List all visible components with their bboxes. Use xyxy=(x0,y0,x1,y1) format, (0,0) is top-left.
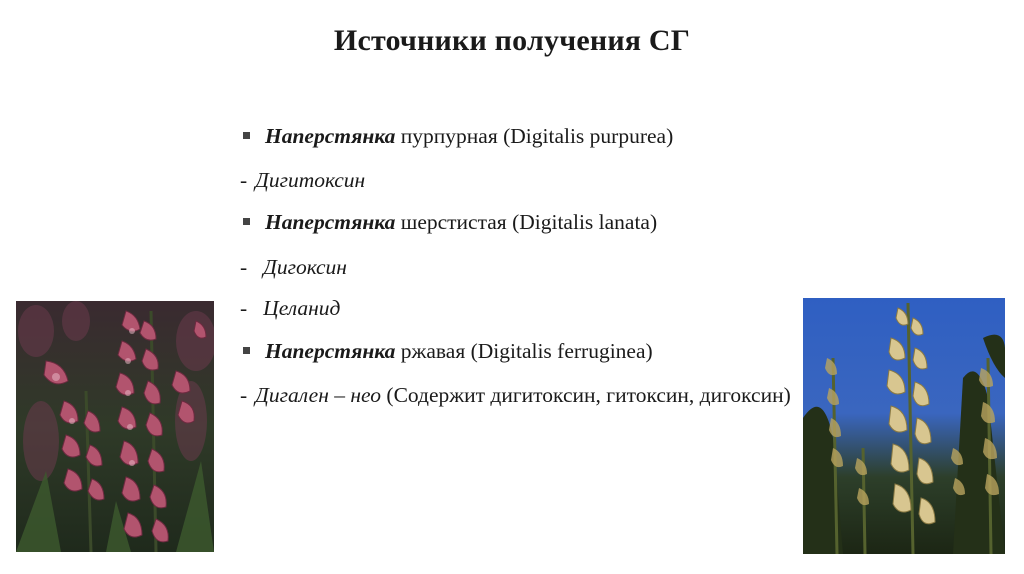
plant-name: Наперстянка xyxy=(265,339,396,363)
dash-marker: - xyxy=(240,168,248,192)
square-bullet-icon xyxy=(243,347,250,354)
list-item-purpurea xyxy=(240,122,673,150)
plant-name: Наперстянка xyxy=(265,210,396,234)
slide-title: Источники получения СГ xyxy=(333,24,691,57)
list-item-digoxin xyxy=(240,253,347,281)
list-item-lanata xyxy=(240,208,657,236)
plant-species: ржавая (Digitalis ferruginea) xyxy=(395,339,653,363)
compound-name: Дигоксин xyxy=(263,255,347,279)
dash-marker: - xyxy=(240,296,248,320)
plant-name: Наперстянка xyxy=(265,124,396,148)
list-item-ferruginea xyxy=(240,337,653,365)
compound-name: Дигален – нео xyxy=(255,383,382,407)
plant-species: шерстистая (Digitalis lanata) xyxy=(395,210,658,234)
compound-name: Дигитоксин xyxy=(255,168,366,192)
purple-foxglove-photo xyxy=(16,301,214,552)
square-bullet-icon xyxy=(243,218,250,225)
dash-marker: - xyxy=(240,255,248,279)
list-item-digalen-neo xyxy=(240,381,791,409)
compound-description: (Содержит дигитоксин, гитоксин, дигоксин) xyxy=(381,383,791,407)
plant-species: пурпурная (Digitalis purpurea) xyxy=(395,124,674,148)
rusty-foxglove-photo xyxy=(803,298,1005,554)
list-item-celanide xyxy=(240,294,340,322)
compound-name: Целанид xyxy=(263,296,341,320)
dash-marker: - xyxy=(240,383,248,407)
square-bullet-icon xyxy=(243,132,250,139)
list-item-digitoxin xyxy=(240,166,365,194)
